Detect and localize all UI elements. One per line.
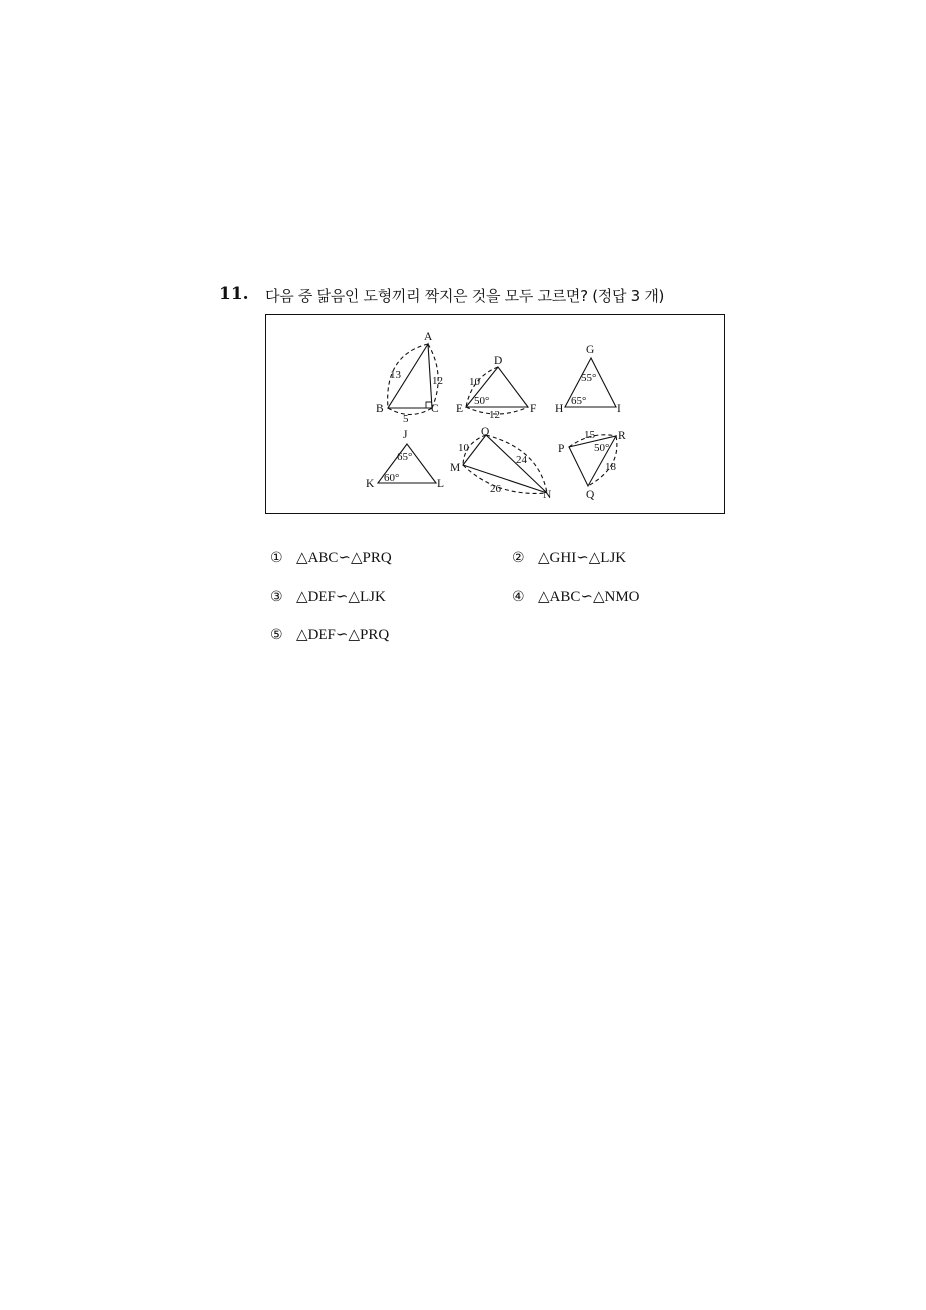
length-ab: 13: [390, 369, 401, 381]
angle-g: 55°: [581, 372, 597, 384]
vertex-c: C: [431, 403, 439, 415]
vertex-f: F: [530, 403, 537, 415]
choice-marker: ②: [512, 550, 525, 566]
angle-h: 65°: [571, 395, 587, 407]
question-text: 다음 중 닮음인 도형끼리 짝지은 것을 모두 고르면? (정답 3 개): [265, 287, 665, 305]
choice-marker: ①: [270, 550, 283, 566]
choice-text: △ABC∽△NMO: [538, 589, 640, 605]
choice-marker: ⑤: [270, 627, 283, 643]
vertex-d: D: [494, 355, 503, 367]
choice-text: △GHI∽△LJK: [538, 550, 627, 566]
vertex-b: B: [376, 403, 384, 415]
length-mn: 26: [490, 483, 501, 495]
length-ef: 12: [489, 409, 500, 421]
choice-5[interactable]: [270, 625, 389, 644]
vertex-n: N: [543, 489, 552, 501]
vertex-m: M: [450, 462, 461, 474]
length-ac: 12: [432, 375, 443, 387]
length-on: 24: [516, 454, 527, 466]
vertex-l: L: [437, 478, 445, 490]
length-de: 10: [469, 376, 480, 388]
vertex-g: G: [586, 344, 595, 356]
angle-j: 65°: [397, 451, 413, 463]
length-pr: 15: [584, 429, 595, 441]
vertex-r: R: [618, 430, 626, 442]
angle-e: 50°: [474, 395, 490, 407]
triangles-figure: [266, 315, 726, 515]
choice-3[interactable]: [270, 587, 386, 606]
choice-text: △ABC∽△PRQ: [296, 550, 392, 566]
vertex-i: I: [617, 403, 621, 415]
vertex-p: P: [558, 443, 565, 455]
dim-arc-bc: [388, 408, 432, 415]
vertex-a: A: [424, 331, 433, 343]
question-number: 11.: [219, 284, 249, 304]
choice-marker: ③: [270, 589, 283, 605]
choice-4[interactable]: [512, 587, 639, 606]
length-rq: 18: [605, 461, 616, 473]
choice-marker: ④: [512, 589, 525, 605]
length-mo: 10: [458, 442, 469, 454]
length-bc: 5: [403, 413, 409, 425]
vertex-q: Q: [586, 489, 595, 501]
choice-2[interactable]: [512, 548, 626, 567]
choice-text: △DEF∽△PRQ: [296, 627, 390, 643]
choice-text: △DEF∽△LJK: [296, 589, 386, 605]
angle-r: 50°: [594, 442, 610, 454]
vertex-e: E: [456, 403, 464, 415]
vertex-j: J: [403, 429, 408, 441]
vertex-k: K: [366, 478, 375, 490]
choice-1[interactable]: [270, 548, 392, 567]
vertex-o: O: [481, 426, 490, 438]
vertex-h: H: [555, 403, 564, 415]
figure-box: [265, 314, 725, 514]
angle-k: 60°: [384, 472, 400, 484]
